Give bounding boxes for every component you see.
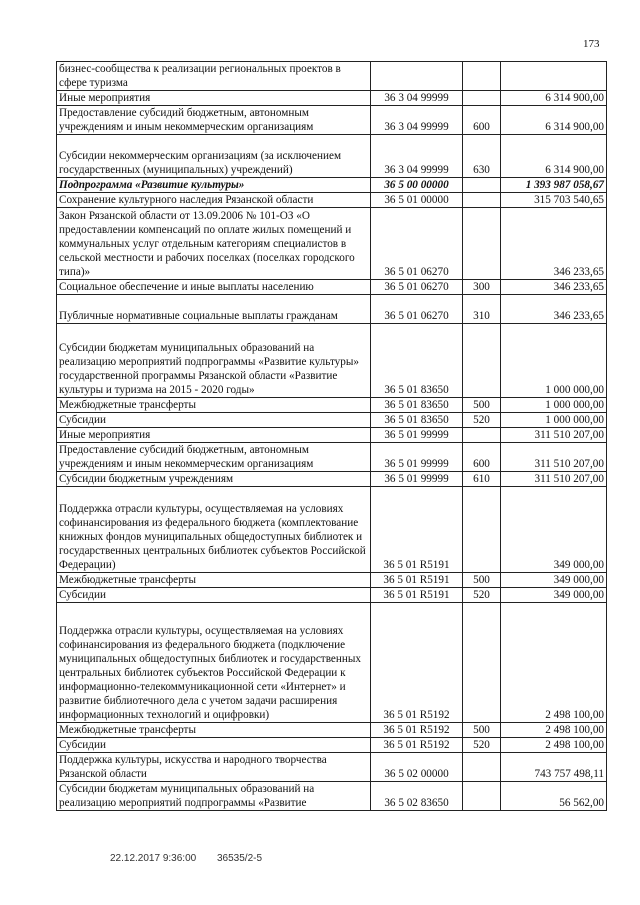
cell-vr: 310 (463, 295, 501, 324)
cell-code: 36 5 01 R5192 (371, 738, 463, 753)
footer-doc-id: 36535/2-5 (216, 853, 263, 864)
cell-sum: 311 510 207,00 (501, 428, 607, 443)
cell-name: Поддержка отрасли культуры, осуществляемая на условиях софинансирования из федерального бюджета (подключение муниципальных общедоступных библиотек и государственных центральных библиотек субъектов Российской Федерации к информационно-телекоммуникационной сети «Интернет» и развитие библиотечного дела с учетом задачи расширения информационных технологий и оцифровки) (57, 603, 371, 723)
cell-code: 36 5 02 83650 (371, 782, 463, 811)
cell-code: 36 5 00 00000 (371, 178, 463, 193)
cell-name: Субсидии (57, 588, 371, 603)
table-row (57, 603, 607, 723)
budget-table-body (57, 62, 607, 811)
table-row (57, 588, 607, 603)
table-row (57, 428, 607, 443)
cell-vr (463, 178, 501, 193)
cell-name: Субсидии бюджетам муниципальных образований на реализацию мероприятий подпрограммы «Развитие (57, 782, 371, 811)
table-row (57, 208, 607, 280)
cell-code: 36 3 04 99999 (371, 91, 463, 106)
table-row (57, 738, 607, 753)
cell-vr (463, 487, 501, 573)
budget-table (56, 61, 607, 811)
cell-name: Поддержка отрасли культуры, осуществляемая на условиях софинансирования из федерального бюджета (комплектование книжных фондов муниципальных общедоступных библиотек и государственных центральных библиотек субъектов Российской Федерации) (57, 487, 371, 573)
table-row (57, 472, 607, 487)
table-row (57, 324, 607, 398)
table-row (57, 413, 607, 428)
table-row (57, 398, 607, 413)
cell-vr (463, 91, 501, 106)
cell-sum: 1 000 000,00 (501, 413, 607, 428)
cell-vr: 520 (463, 738, 501, 753)
table-row (57, 782, 607, 811)
cell-code (371, 62, 463, 91)
cell-code: 36 3 04 99999 (371, 106, 463, 135)
cell-vr: 600 (463, 106, 501, 135)
cell-vr: 630 (463, 135, 501, 178)
cell-code: 36 5 01 R5192 (371, 603, 463, 723)
cell-vr (463, 324, 501, 398)
cell-vr: 500 (463, 573, 501, 588)
cell-vr: 520 (463, 588, 501, 603)
table-row (57, 135, 607, 178)
cell-vr: 500 (463, 723, 501, 738)
cell-vr (463, 208, 501, 280)
cell-vr: 500 (463, 398, 501, 413)
cell-name: Публичные нормативные социальные выплаты гражданам (57, 295, 371, 324)
cell-name: Поддержка культуры, искусства и народного творчества Рязанской области (57, 753, 371, 782)
table-row (57, 573, 607, 588)
cell-sum: 349 000,00 (501, 588, 607, 603)
table-row (57, 443, 607, 472)
cell-vr (463, 428, 501, 443)
cell-sum: 1 000 000,00 (501, 324, 607, 398)
cell-code: 36 5 01 R5192 (371, 723, 463, 738)
cell-code: 36 5 01 99999 (371, 443, 463, 472)
cell-sum (501, 62, 607, 91)
cell-code: 36 5 01 99999 (371, 428, 463, 443)
cell-code: 36 5 01 R5191 (371, 487, 463, 573)
cell-sum: 311 510 207,00 (501, 472, 607, 487)
table-row (57, 280, 607, 295)
cell-name: Субсидии (57, 738, 371, 753)
cell-vr (463, 193, 501, 208)
cell-vr: 610 (463, 472, 501, 487)
cell-name: Субсидии (57, 413, 371, 428)
cell-name: Межбюджетные трансферты (57, 398, 371, 413)
cell-sum: 311 510 207,00 (501, 443, 607, 472)
cell-vr: 520 (463, 413, 501, 428)
cell-sum: 2 498 100,00 (501, 603, 607, 723)
cell-code: 36 5 01 R5191 (371, 573, 463, 588)
footer-timestamp: 22.12.2017 9:36:00 (110, 853, 197, 864)
cell-sum: 346 233,65 (501, 295, 607, 324)
cell-sum: 1 000 000,00 (501, 398, 607, 413)
cell-name: Субсидии некоммерческим организациям (за исключением государственных (муниципальных) учреждений) (57, 135, 371, 178)
cell-code: 36 5 01 99999 (371, 472, 463, 487)
cell-vr (463, 62, 501, 91)
cell-name: бизнес-сообщества к реализации региональных проектов в сфере туризма (57, 62, 371, 91)
cell-name: Субсидии бюджетам муниципальных образований на реализацию мероприятий подпрограммы «Развитие культуры» государственной программы Рязанской области «Развитие культуры и туризма на 2015 - 2020 годы» (57, 324, 371, 398)
cell-name: Иные мероприятия (57, 428, 371, 443)
cell-name: Субсидии бюджетным учреждениям (57, 472, 371, 487)
cell-code: 36 5 01 83650 (371, 324, 463, 398)
cell-name: Межбюджетные трансферты (57, 573, 371, 588)
cell-name: Предоставление субсидий бюджетным, автономным учреждениям и иным некоммерческим организациям (57, 106, 371, 135)
cell-code: 36 5 01 06270 (371, 208, 463, 280)
table-row (57, 295, 607, 324)
cell-sum: 743 757 498,11 (501, 753, 607, 782)
cell-sum: 2 498 100,00 (501, 738, 607, 753)
cell-sum: 346 233,65 (501, 208, 607, 280)
cell-sum: 6 314 900,00 (501, 135, 607, 178)
cell-sum: 56 562,00 (501, 782, 607, 811)
table-row (57, 62, 607, 91)
table-row (57, 178, 607, 193)
cell-vr: 600 (463, 443, 501, 472)
cell-name: Социальное обеспечение и иные выплаты населению (57, 280, 371, 295)
cell-vr (463, 753, 501, 782)
cell-name: Межбюджетные трансферты (57, 723, 371, 738)
cell-name: Сохранение культурного наследия Рязанской области (57, 193, 371, 208)
cell-vr (463, 603, 501, 723)
cell-vr (463, 782, 501, 811)
cell-code: 36 3 04 99999 (371, 135, 463, 178)
cell-name: Подпрограмма «Развитие культуры» (57, 178, 371, 193)
cell-code: 36 5 01 83650 (371, 413, 463, 428)
cell-code: 36 5 01 00000 (371, 193, 463, 208)
cell-sum: 349 000,00 (501, 573, 607, 588)
cell-sum: 2 498 100,00 (501, 723, 607, 738)
cell-code: 36 5 01 06270 (371, 280, 463, 295)
cell-code: 36 5 01 83650 (371, 398, 463, 413)
cell-sum: 315 703 540,65 (501, 193, 607, 208)
cell-code: 36 5 02 00000 (371, 753, 463, 782)
cell-name: Закон Рязанской области от 13.09.2006 № 101-ОЗ «О предоставлении компенсаций по оплате жилых помещений и коммунальных услуг отдельным категориям специалистов в сельской местности и рабочих поселках (поселках городского типа)» (57, 208, 371, 280)
table-row (57, 193, 607, 208)
cell-code: 36 5 01 06270 (371, 295, 463, 324)
cell-name: Иные мероприятия (57, 91, 371, 106)
cell-sum: 6 314 900,00 (501, 91, 607, 106)
page-number: 173 (583, 38, 600, 50)
table-row (57, 91, 607, 106)
cell-vr: 300 (463, 280, 501, 295)
table-row (57, 487, 607, 573)
table-row (57, 723, 607, 738)
footer (110, 853, 280, 864)
cell-name: Предоставление субсидий бюджетным, автономным учреждениям и иным некоммерческим организациям (57, 443, 371, 472)
cell-code: 36 5 01 R5191 (371, 588, 463, 603)
cell-sum: 1 393 987 058,67 (501, 178, 607, 193)
table-row (57, 106, 607, 135)
table-row (57, 753, 607, 782)
cell-sum: 346 233,65 (501, 280, 607, 295)
cell-sum: 6 314 900,00 (501, 106, 607, 135)
cell-sum: 349 000,00 (501, 487, 607, 573)
